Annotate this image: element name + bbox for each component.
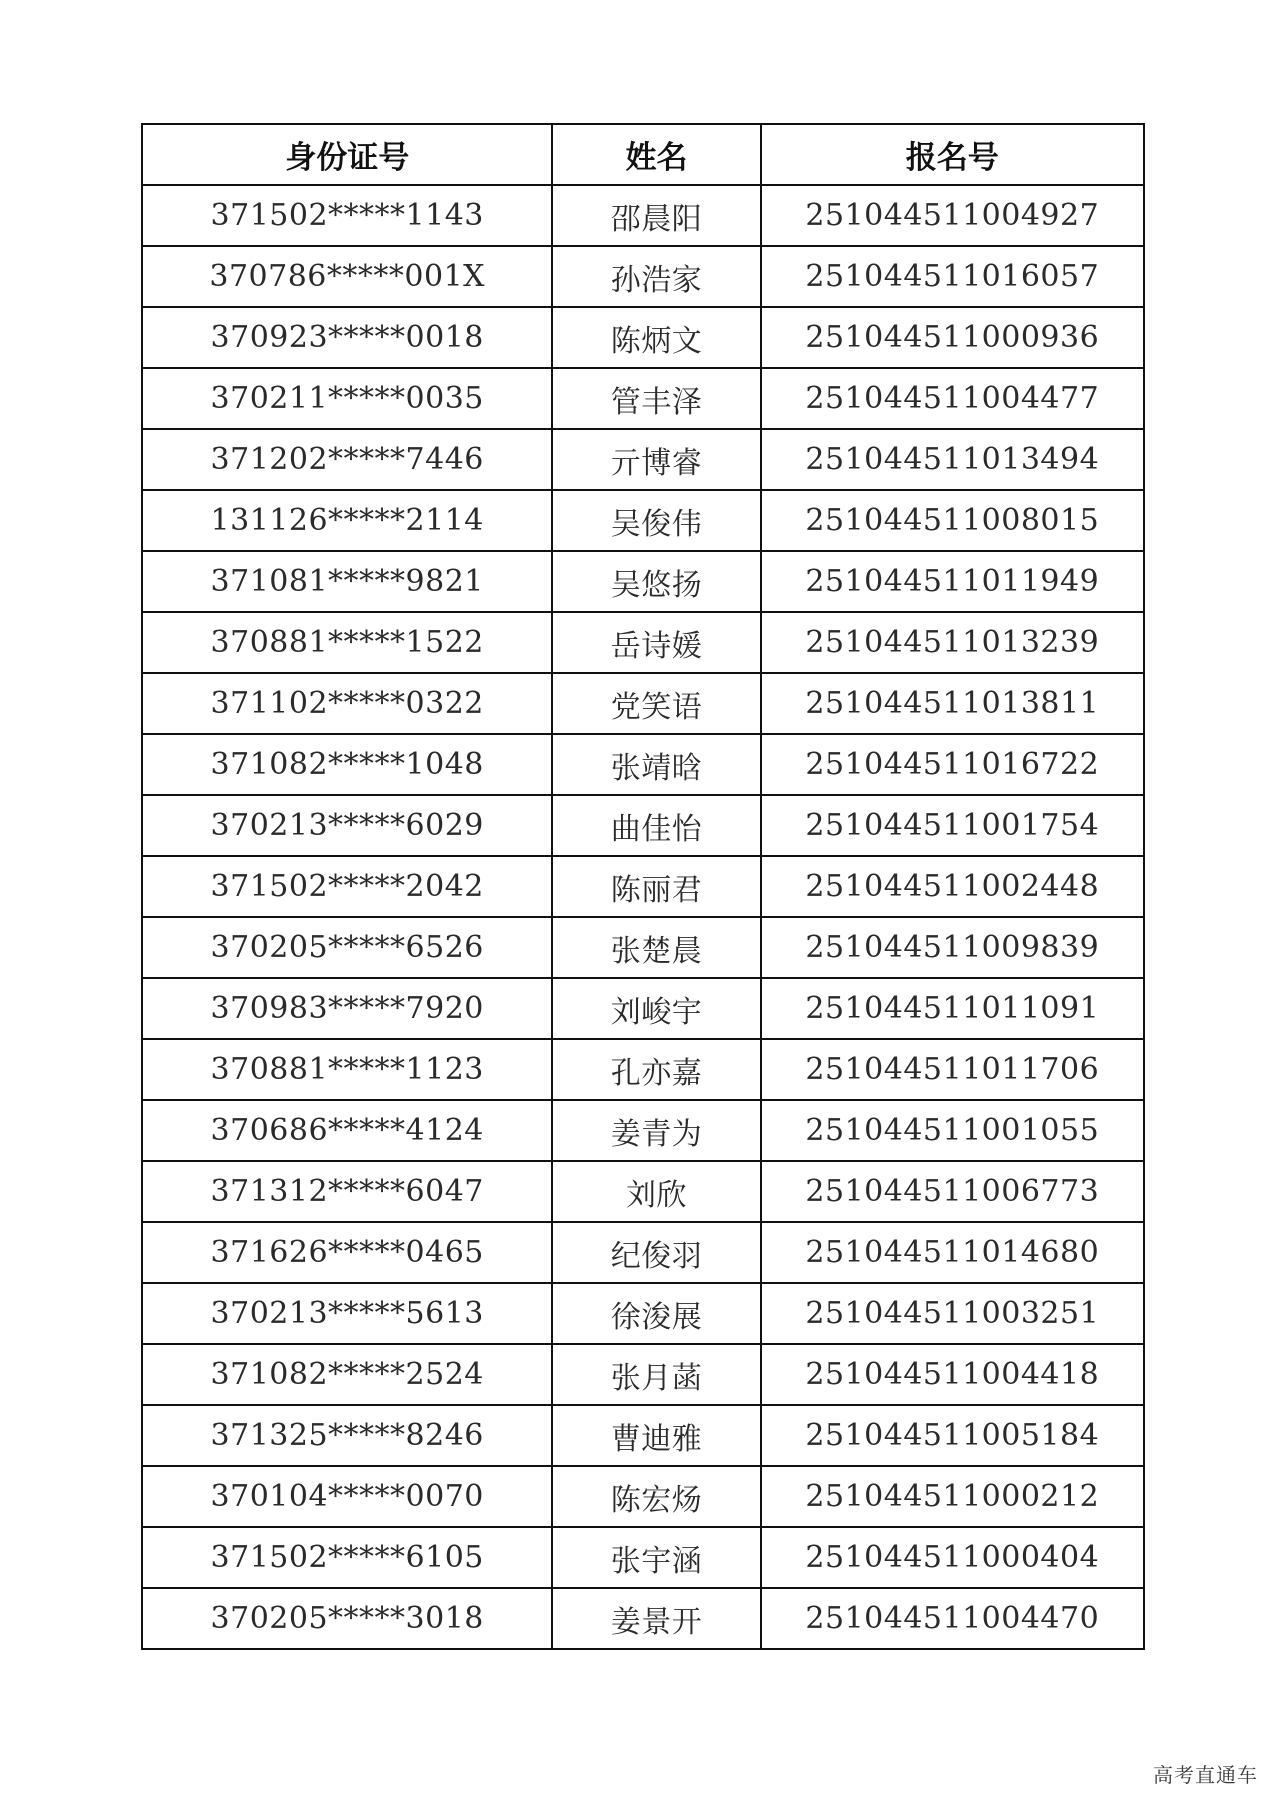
cell-name: 党笑语 [552, 673, 760, 734]
watermark-text: 高考直通车 [1153, 1763, 1258, 1787]
table-row [142, 246, 1144, 307]
cell-name: 姜青为 [552, 1100, 760, 1161]
cell-name: 张楚晨 [552, 917, 760, 978]
cell-id-number: 370205*****3018 [142, 1588, 552, 1649]
cell-id-number: 370104*****0070 [142, 1466, 552, 1527]
cell-registration-number: 251044511001754 [761, 795, 1144, 856]
cell-registration-number: 251044511016722 [761, 734, 1144, 795]
cell-id-number: 371102*****0322 [142, 673, 552, 734]
header-name: 姓名 [552, 124, 760, 185]
cell-id-number: 371082*****1048 [142, 734, 552, 795]
cell-name: 张靖晗 [552, 734, 760, 795]
table-row [142, 490, 1144, 551]
table-row [142, 673, 1144, 734]
cell-id-number: 370881*****1123 [142, 1039, 552, 1100]
cell-id-number: 371325*****8246 [142, 1405, 552, 1466]
cell-registration-number: 251044511016057 [761, 246, 1144, 307]
cell-id-number: 370786*****001X [142, 246, 552, 307]
cell-registration-number: 251044511003251 [761, 1283, 1144, 1344]
cell-name: 刘欣 [552, 1161, 760, 1222]
cell-id-number: 371082*****2524 [142, 1344, 552, 1405]
table-row [142, 1222, 1144, 1283]
table-header-row [142, 124, 1144, 185]
cell-registration-number: 251044511004927 [761, 185, 1144, 246]
cell-registration-number: 251044511000212 [761, 1466, 1144, 1527]
table-row [142, 795, 1144, 856]
cell-id-number: 371502*****6105 [142, 1527, 552, 1588]
cell-name: 亓博睿 [552, 429, 760, 490]
cell-registration-number: 251044511013811 [761, 673, 1144, 734]
cell-id-number: 370211*****0035 [142, 368, 552, 429]
cell-id-number: 371081*****9821 [142, 551, 552, 612]
cell-id-number: 371502*****1143 [142, 185, 552, 246]
cell-name: 陈炳文 [552, 307, 760, 368]
cell-name: 孔亦嘉 [552, 1039, 760, 1100]
table-row [142, 1527, 1144, 1588]
table-row [142, 185, 1144, 246]
cell-name: 曲佳怡 [552, 795, 760, 856]
cell-id-number: 370983*****7920 [142, 978, 552, 1039]
cell-name: 徐浚展 [552, 1283, 760, 1344]
table-row [142, 856, 1144, 917]
cell-registration-number: 251044511004477 [761, 368, 1144, 429]
cell-registration-number: 251044511008015 [761, 490, 1144, 551]
cell-name: 张宇涵 [552, 1527, 760, 1588]
table-body [142, 185, 1144, 1649]
cell-registration-number: 251044511013494 [761, 429, 1144, 490]
cell-registration-number: 251044511000936 [761, 307, 1144, 368]
cell-registration-number: 251044511000404 [761, 1527, 1144, 1588]
table-row [142, 551, 1144, 612]
cell-registration-number: 251044511001055 [761, 1100, 1144, 1161]
table-row [142, 1100, 1144, 1161]
cell-name: 邵晨阳 [552, 185, 760, 246]
cell-id-number: 370881*****1522 [142, 612, 552, 673]
header-id-number: 身份证号 [142, 124, 552, 185]
cell-registration-number: 251044511002448 [761, 856, 1144, 917]
cell-name: 姜景开 [552, 1588, 760, 1649]
cell-id-number: 371312*****6047 [142, 1161, 552, 1222]
cell-registration-number: 251044511011949 [761, 551, 1144, 612]
table-row [142, 368, 1144, 429]
cell-name: 陈宏炀 [552, 1466, 760, 1527]
table-row [142, 1283, 1144, 1344]
cell-id-number: 371502*****2042 [142, 856, 552, 917]
cell-registration-number: 251044511005184 [761, 1405, 1144, 1466]
cell-registration-number: 251044511004418 [761, 1344, 1144, 1405]
candidate-table [141, 123, 1145, 1650]
cell-registration-number: 251044511009839 [761, 917, 1144, 978]
cell-name: 孙浩家 [552, 246, 760, 307]
cell-id-number: 131126*****2114 [142, 490, 552, 551]
cell-name: 吴悠扬 [552, 551, 760, 612]
table-row [142, 429, 1144, 490]
cell-name: 刘峻宇 [552, 978, 760, 1039]
cell-id-number: 370923*****0018 [142, 307, 552, 368]
cell-registration-number: 251044511006773 [761, 1161, 1144, 1222]
table-row [142, 734, 1144, 795]
cell-registration-number: 251044511004470 [761, 1588, 1144, 1649]
table-row [142, 307, 1144, 368]
cell-name: 管丰泽 [552, 368, 760, 429]
table-row [142, 917, 1144, 978]
cell-id-number: 370213*****5613 [142, 1283, 552, 1344]
cell-registration-number: 251044511011091 [761, 978, 1144, 1039]
cell-name: 岳诗媛 [552, 612, 760, 673]
table-row [142, 1405, 1144, 1466]
cell-id-number: 370205*****6526 [142, 917, 552, 978]
cell-name: 张月菡 [552, 1344, 760, 1405]
table-row [142, 612, 1144, 673]
cell-registration-number: 251044511014680 [761, 1222, 1144, 1283]
cell-name: 曹迪雅 [552, 1405, 760, 1466]
cell-id-number: 371626*****0465 [142, 1222, 552, 1283]
cell-name: 纪俊羽 [552, 1222, 760, 1283]
cell-id-number: 370686*****4124 [142, 1100, 552, 1161]
cell-id-number: 371202*****7446 [142, 429, 552, 490]
table-row [142, 1344, 1144, 1405]
cell-name: 吴俊伟 [552, 490, 760, 551]
table-row [142, 1466, 1144, 1527]
cell-registration-number: 251044511013239 [761, 612, 1144, 673]
table-row [142, 1161, 1144, 1222]
header-registration-number: 报名号 [761, 124, 1144, 185]
cell-registration-number: 251044511011706 [761, 1039, 1144, 1100]
table-row [142, 978, 1144, 1039]
table-row [142, 1588, 1144, 1649]
table-row [142, 1039, 1144, 1100]
cell-id-number: 370213*****6029 [142, 795, 552, 856]
cell-name: 陈丽君 [552, 856, 760, 917]
